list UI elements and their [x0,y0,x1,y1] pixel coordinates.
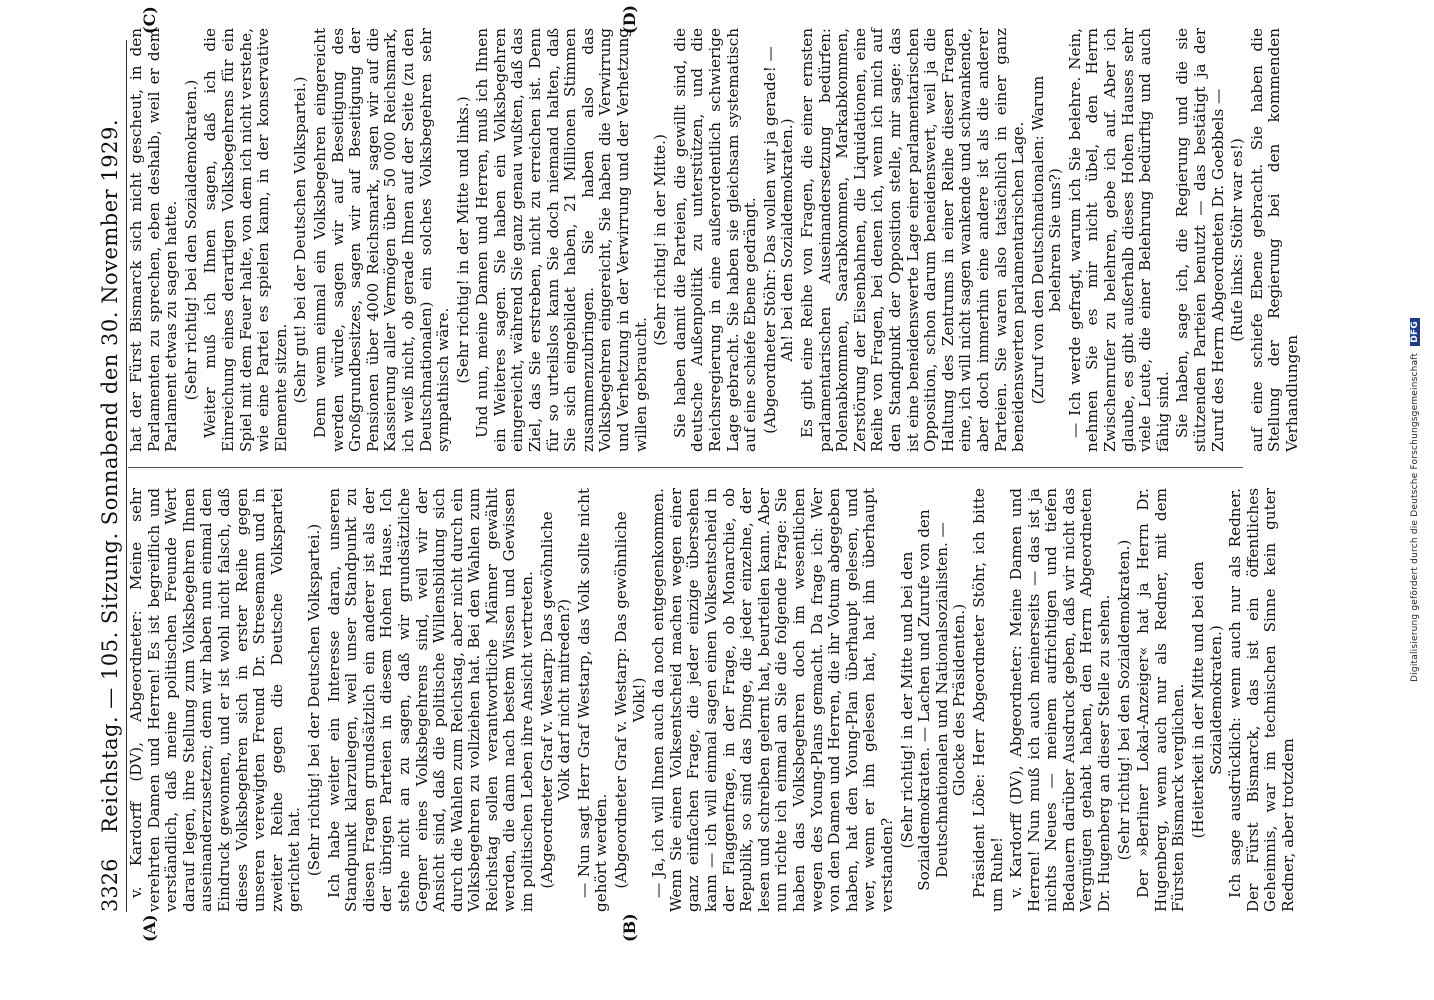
paragraph: Denn wenn einmal ein Volksbegehren eingereicht werden würde, sagen wir auf Beseitigung des Großgrundbesitzes, sagen wir auf Beseitigung der Pensionen über 4000 Reichsmark, sagen wir auf die Kassierung aller Vermögen über 50 000 Reichsmark, ich weiß nicht, ob gerade Ihnen auf der Seite (zu den Deutschnationalen) ein solches Volksbegehren sehr sympathisch wäre. [310,28,453,452]
paragraph: Und nun, meine Damen und Herren, muß ich Ihnen ein Weiteres sagen. Sie haben ein Volksbegehren eingereicht, während Sie ganz genau wußten, daß das Ziel, das Sie erstreben, nicht zu erreichen ist. Denn für so urteilslos kann Sie doch niemand halten, daß Sie sich eingebildet haben, 21 Millionen Stimmen zusammenzubringen. Sie haben also das Volksbegehren eingereicht, Sie haben die Verwirrung und Verhetzung in der Verwirrung und der Verhetzung willen gebraucht. [473,28,650,452]
paragraph: — Ich werde gefragt, warum ich Sie belehre. Nein, nehmen Sie es mir nicht übel, den Herrn Zwischenrufer zu belehren, gebe ich auf. Aber ich glaube, es gibt außerhalb dieses Hohen Hauses sehr viele Leute, die einer Belehrung bedürftig und auch fähig sind. [1065,28,1172,452]
interjection: (Sehr richtig! bei der Deutschen Volkspartei.) [304,523,323,877]
interjection: (Sehr richtig! in der Mitte und links.) [453,96,472,384]
page-title: Reichstag. — 105. Sitzung. Sonnabend den 30. November 1929. [98,119,122,834]
margin-marker-b: (B) [620,913,639,942]
paragraph: Ich habe weiter ein Interesse daran, unseren Standpunkt klarzulegen, weil unser Standpunkt zu diesen Fragen grundsätzlich ein anderer ist als der der übrigen Parteien in diesem Hohen Hause. Ich stehe nicht an zu sagen, daß wir grundsätzliche Gegner eines Volksbegehrens sind, weil wir der Ansicht sind, daß die politische Willensbildung sich durch die Wahlen zum Reichstag, aber nicht durch ein Volksbegehren zu vollziehen hat. Bei den Wahlen zum Reichstag sollen verantwortliche Männer gewählt werden, die dann nach bestem Wissen und Gewissen im politischen Leben ihre Ansicht vertreten. [324,488,537,912]
paragraph: Sie haben, sage ich, die Regierung und die sie stützenden Parteien benutzt — das bestätigt ja der Zuruf des Herrn Abgeordneten Dr. Goebbels — [1173,28,1227,452]
interjection: (Sehr richtig! bei den Sozialdemokraten.) [181,79,200,401]
interjection: (Sehr gut! bei der Deutschen Volkspartei.) [291,76,310,404]
digitization-stamp [1410,0,1420,1000]
left-column [127,488,1297,912]
margin-marker-d: (D) [620,4,639,34]
paragraph: — Ja, ich will Ihnen auch da noch entgegenkommen. Wenn Sie einen Volksentscheid machen wegen einer ganz einfachen Frage, die jeder einzige übersehen kann — ich will einmal sagen einen Volksentscheid in der Flaggenfrage, in der Frage, ob Monarchie, ob Republik, so sind das Dinge, die jeder einzelne, der lesen und schreiben gelernt hat, beurteilen kann. Aber nun richte ich einmal an Sie die folgende Frage: Sie haben das Volksbegehren doch im wesentlichen wegen des Young-Plans gemacht. Da frage ich: Wer von den Damen und Herren, die ihr Votum abgegeben haben, hat den Young-Plan überhaupt gelesen, und wer, wenn er ihn gelesen hat, hat ihn überhaupt verstanden? [649,488,896,912]
speaker-paragraph: Präsident Löbe: Herr Abgeordneter Stöhr, ich bitte um Ruhe! [969,488,1006,912]
margin-marker-a: (A) [140,914,159,942]
paragraph: — Nun sagt Herr Graf Westarp, das Volk sollte nicht gehört werden. [574,488,611,912]
paragraph: Es gibt eine Reihe von Fragen, die einer ernsten parlamentarischen Auseinandersetzung bedürfen: Polenabkommen, Saarabkommen, Markabkommen, Zerstörung der Eisenbahnen, die Liquidationen, eine Reihe von Fragen, bei denen ich, wenn ich mich auf den Standpunkt der Opposition stelle, mir sage: das ist eine beneidenswerte Lage einer parlamentarischen Opposition, schon darum beneidenswert, weil ja die Haltung des Zentrums in einer Reihe dieser Fragen eine, ich will nicht sagen wankende und schwankende, aber doch immerhin eine andere ist als die anderer Parteien. Sie waren also tatsächlich in einer ganz beneidenswerten parlamentarischen Lage. [797,28,1028,452]
stamp-text: Digitalisierung gefördert durch die Deutsche Forschungsgemeinschaft [1410,352,1420,682]
interjection: (Abgeordneter Graf v. Westarp: Das gewöhnliche Volk!) [612,511,648,889]
right-column [127,28,1301,452]
interjection: (Abgeordneter Graf v. Westarp: Das gewöhnliche Volk darf nicht mitreden?) [537,511,574,889]
interjection: (Rufe links: Stöhr war es!) [1228,138,1247,342]
interjection: (Sehr richtig! bei den Sozialdemokraten.) [1114,539,1133,861]
paragraph: Weiter muß ich Ihnen sagen, daß ich die Einreichung eines derartigen Volksbegehrens für ein Spiel mit dem Feuer halte, von dem ich nicht verstehe, wie eine Partei es spielen kann, in der konservative Elemente sitzen. [201,28,290,452]
interjection: (Heiterkeit in der Mitte und bei den Sozialdemokraten.) [1189,561,1225,839]
speaker-paragraph: v. Kardorff (DV), Abgeordneter: Meine Damen und Herren! Nun muß ich auch meinerseits — das ist ja nichts Neues — meinem aufrichtigen und tiefen Bedauern darüber Ausdruck geben, daß wir nicht das Vergnügen gehabt haben, den Herrn Abgeordneten Dr. Hugenberg an dieser Stelle zu sehen. [1007,488,1114,912]
paragraph: v. Kardorff (DV), Abgeordneter: Meine sehr verehrten Damen und Herren! Es ist begreiflich und verständlich, daß meine politischen Freunde Wert darauf legen, ihre Stellung zum Volksbegehren Ihnen auseinanderzusetzen; denn wir haben nun einmal den Eindruck gewonnen, und er ist wohl nicht falsch, daß dieses Volksbegehren sich in erster Reihe gegen unseren verewigten Freund Dr. Stresemann und in zweiter Reihe gegen die Deutsche Volkspartei gerichtet hat. [127,488,304,912]
page-number: 3326 [98,858,122,912]
paragraph: hat der Fürst Bismarck sich nicht gescheut, in den Parlamenten zu sprechen, eben deshalb, weil er dem Parlament etwas zu sagen hatte. [127,28,181,452]
interjection: (Zuruf von den Deutschnationalen: Warum belehren Sie uns?) [1028,75,1065,405]
dfg-logo: DFG [1410,318,1420,346]
interjection: (Sehr richtig! in der Mitte und bei den Sozialdemokraten. — Lachen und Zurufe von den Deutschnationalen und Nationalsozialisten. — Glocke des Präsidenten.) [897,509,969,891]
paragraph: auf eine schiefe Ebene gebracht. Sie haben die Stellung der Regierung bei den kommenden Verhandlungen [1247,28,1301,452]
interjection: (Sehr richtig! in der Mitte.) [651,134,670,346]
paragraph: Ich sage ausdrücklich: wenn auch nur als Redner. Der Fürst Bismarck, das ist ein öffentliches Geheimnis, war im technischen Sinne kein guter Redner, aber trotzdem [1226,488,1297,912]
margin-marker-c: (C) [140,6,159,34]
column-separator [128,467,1243,468]
paragraph: Sie haben damit die Parteien, die gewillt sind, die deutsche Außenpolitik zu unterstützen, und die Reichsregierung in eine außerordentlich schwierige Lage gebracht. Sie haben sie gleichsam systematisch auf eine schiefe Ebene gedrängt. [670,28,760,452]
paragraph: Der »Berliner Lokal-Anzeiger« hat ja Herrn Dr. Hugenberg, wenn auch nur als Redner, mit dem Fürsten Bismarck verglichen. [1134,488,1188,912]
interjection: (Abgeordneter Stöhr: Das wollen wir ja gerade! — Ah! bei den Sozialdemokraten.) [760,46,797,434]
